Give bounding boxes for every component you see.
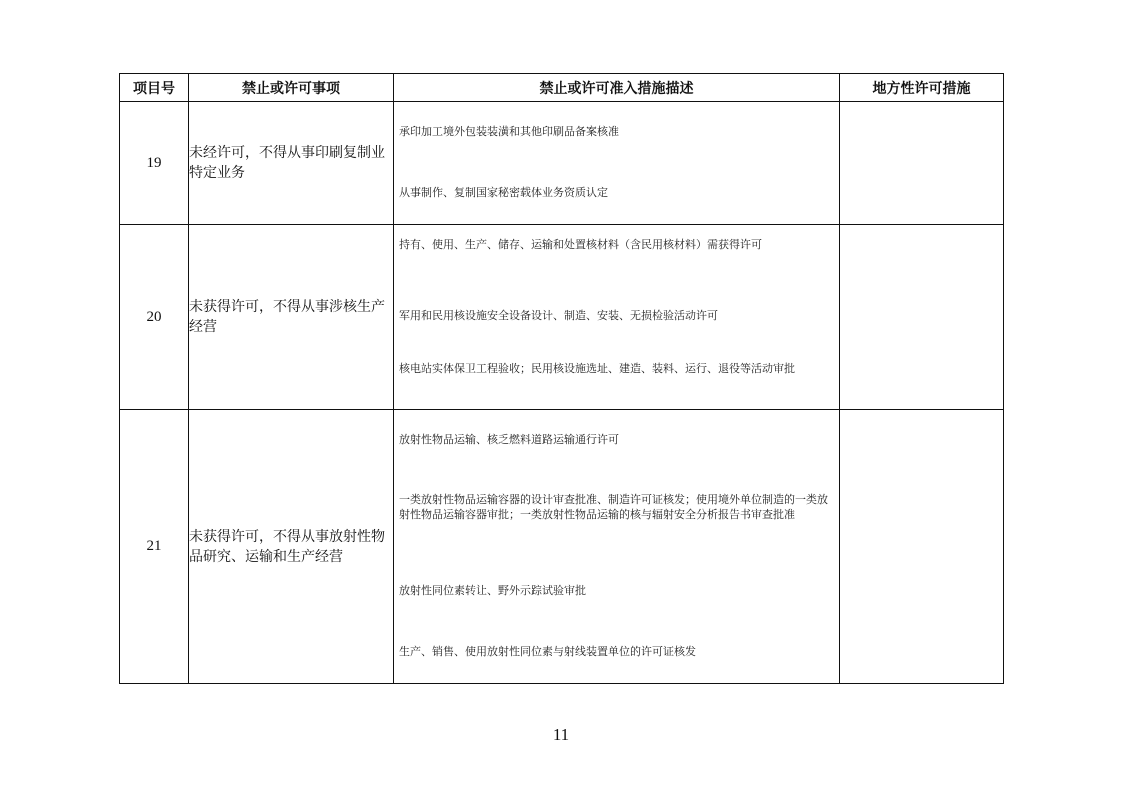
measure-text: 生产、销售、使用放射性同位素与射线装置单位的许可证核发 <box>399 645 696 658</box>
header-description: 禁止或许可准入措施描述 <box>394 74 840 102</box>
table-header-row <box>120 74 1004 102</box>
row-item: 未经许可，不得从事印刷复制业特定业务 <box>189 102 394 225</box>
measure-text: 一类放射性物品运输容器的设计审查批准、制造许可证核发；使用境外单位制造的一类放射性物品运输容器审批；一类放射性物品运输的核与辐射安全分析报告书审查批准 <box>399 493 828 521</box>
measure-text: 持有、使用、生产、储存、运输和处置核材料（含民用核材料）需获得许可 <box>399 238 762 251</box>
row-number: 20 <box>120 225 189 410</box>
row-item: 未获得许可，不得从事放射性物品研究、运输和生产经营 <box>189 410 394 684</box>
header-item: 禁止或许可事项 <box>189 74 394 102</box>
page-number: 11 <box>552 725 570 744</box>
row-local-measure <box>840 102 1004 225</box>
header-local-measures: 地方性许可措施 <box>840 74 1004 102</box>
measure-text: 军用和民用核设施安全设备设计、制造、安装、无损检验活动许可 <box>399 309 718 322</box>
table-row <box>120 102 1004 225</box>
measure-text: 核电站实体保卫工程验收；民用核设施选址、建造、装料、运行、退役等活动审批 <box>399 362 795 375</box>
row-item: 未获得许可，不得从事涉核生产经营 <box>189 225 394 410</box>
row-local-measure <box>840 410 1004 684</box>
table-row <box>120 225 1004 410</box>
row-measures <box>394 225 840 410</box>
row-number: 19 <box>120 102 189 225</box>
measure-text: 放射性物品运输、核乏燃料道路运输通行许可 <box>399 433 619 446</box>
row-measures <box>394 102 840 225</box>
row-number: 21 <box>120 410 189 684</box>
header-item-number: 项目号 <box>120 74 189 102</box>
row-measures <box>394 410 840 684</box>
table-row <box>120 410 1004 684</box>
measure-text: 承印加工境外包装装潢和其他印刷品备案核准 <box>399 125 619 138</box>
access-list-table <box>119 73 1004 684</box>
measure-text: 从事制作、复制国家秘密载体业务资质认定 <box>399 186 608 199</box>
row-local-measure <box>840 225 1004 410</box>
measure-text: 放射性同位素转让、野外示踪试验审批 <box>399 584 586 597</box>
